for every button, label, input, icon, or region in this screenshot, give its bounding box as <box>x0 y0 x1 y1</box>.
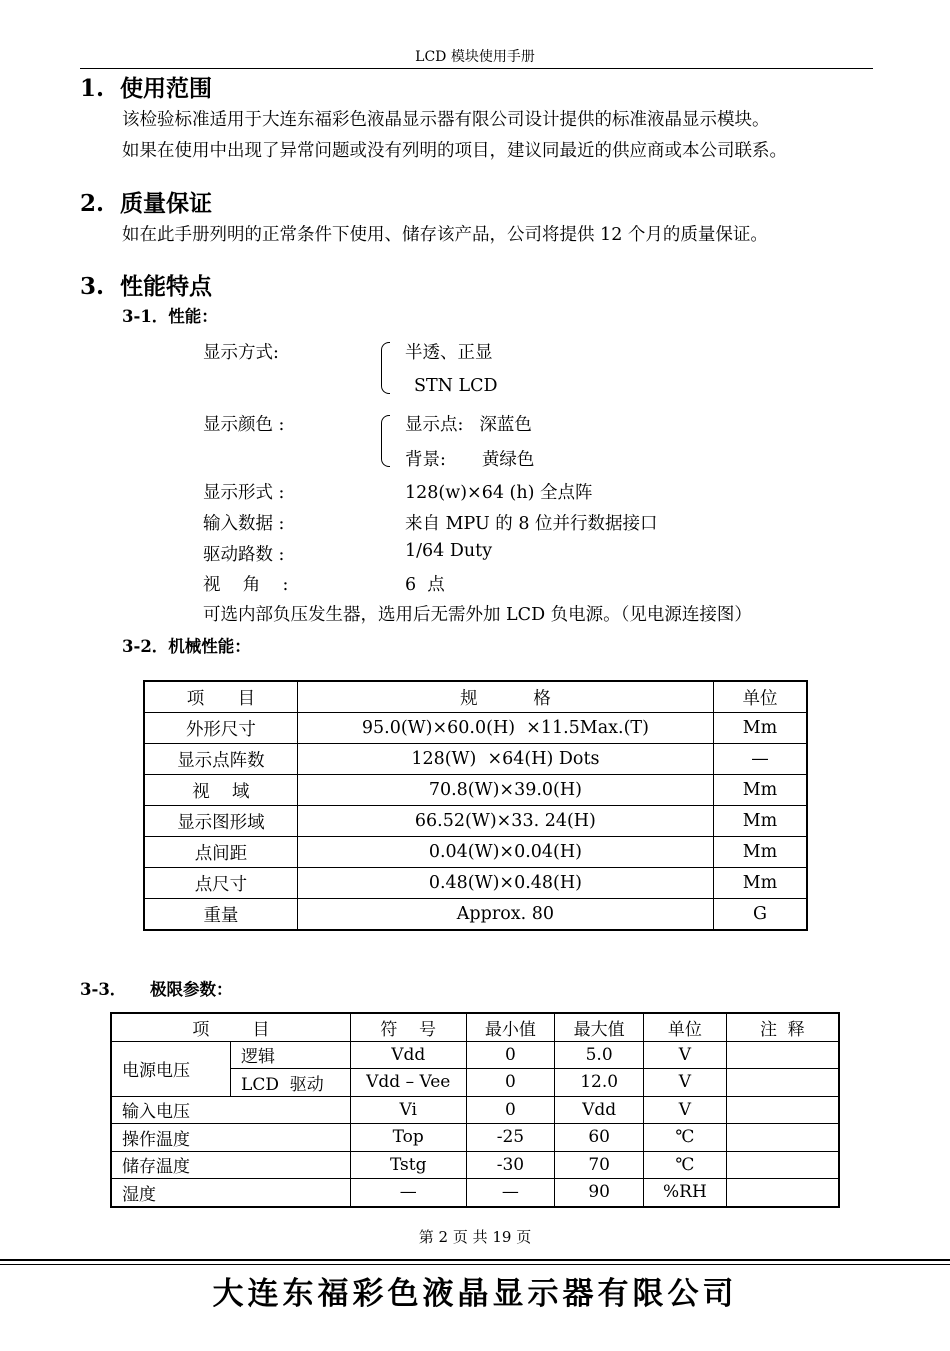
table-cell: 点尺寸 <box>144 868 297 899</box>
table-row <box>111 1151 839 1179</box>
mechanical-spec-table <box>143 680 808 931</box>
table-cell: 95.0(W)×60.0(H) ×11.5Max.(T) <box>297 713 713 744</box>
subsection-3-3-title: 极限参数： <box>150 980 233 999</box>
table-cell: 90 <box>555 1179 644 1207</box>
section-1-title: 使用范围 <box>120 75 212 102</box>
spec-value: 来自 MPU 的 8 位并行数据接口 <box>405 514 658 534</box>
display-color-dot <box>405 411 532 436</box>
table-cell: 视 域 <box>144 775 297 806</box>
display-color-background <box>405 446 534 471</box>
table-cell: Vdd <box>350 1041 466 1069</box>
table-row <box>111 1124 839 1152</box>
table-cell: V <box>644 1069 727 1097</box>
table-cell: Approx. 80 <box>297 899 713 931</box>
spec-label: 输入数据 : <box>203 514 285 534</box>
table-cell: 5.0 <box>555 1041 644 1069</box>
spec-label: 显示形式 : <box>203 483 285 503</box>
display-mode-label: 显示方式: <box>203 343 279 363</box>
table-header-cell: 项 目 <box>111 1013 350 1041</box>
section-1-number: 1. <box>80 75 105 102</box>
section-2-line-1: 如在此手册列明的正常条件下使用、储存该产品，公司将提供 12 个月的质量保证。 <box>122 225 768 245</box>
table-row <box>144 868 807 899</box>
table-header-row <box>111 1013 839 1041</box>
display-color-bracket <box>381 415 390 467</box>
table-header-cell: 规 格 <box>297 681 713 713</box>
spec-value: 6 点 <box>405 575 445 595</box>
table-header-cell: 单位 <box>713 681 807 713</box>
table-header-cell: 项 目 <box>144 681 297 713</box>
table-cell: V <box>644 1096 727 1124</box>
table-cell: 湿度 <box>111 1179 350 1207</box>
table-cell: 点间距 <box>144 837 297 868</box>
table-cell: 12.0 <box>555 1069 644 1097</box>
display-color-label: 显示颜色 : <box>203 415 285 435</box>
section-3-title: 性能特点 <box>120 273 212 300</box>
table-cell: — <box>466 1179 555 1207</box>
table-header-cell: 单位 <box>644 1013 727 1041</box>
table-row <box>144 837 807 868</box>
table-cell <box>726 1096 839 1124</box>
table-cell: — <box>350 1179 466 1207</box>
subsection-3-1-title: 3-1．性能： <box>122 307 218 326</box>
table-cell <box>726 1069 839 1097</box>
table-cell: ℃ <box>644 1124 727 1152</box>
table-cell: Mm <box>713 868 807 899</box>
section-1-line-2: 如果在使用中出现了异常问题或没有列明的项目，建议同最近的供应商或本公司联系。 <box>122 141 787 161</box>
table-cell: 显示图形域 <box>144 806 297 837</box>
table-cell: 70 <box>555 1151 644 1179</box>
display-mode-option-2: STN LCD <box>414 376 498 396</box>
table-cell: Mm <box>713 837 807 868</box>
spec-value: 128(w)×64 (h) 全点阵 <box>405 483 593 503</box>
table-cell <box>726 1151 839 1179</box>
table-cell <box>726 1179 839 1207</box>
spec-value: 1/64 Duty <box>405 541 493 561</box>
table-cell: — <box>713 744 807 775</box>
section-2-title: 质量保证 <box>120 190 212 217</box>
section-3-heading <box>80 268 212 301</box>
table-cell: 操作温度 <box>111 1124 350 1152</box>
section-2-heading <box>80 185 212 218</box>
table-header-row <box>144 681 807 713</box>
table-cell: 70.8(W)×39.0(H) <box>297 775 713 806</box>
table-cell <box>726 1124 839 1152</box>
table-row <box>144 713 807 744</box>
spec-label: 驱动路数 : <box>203 545 285 565</box>
table-cell: Mm <box>713 806 807 837</box>
table-row <box>111 1096 839 1124</box>
table-cell: %RH <box>644 1179 727 1207</box>
table-cell: Mm <box>713 775 807 806</box>
section-1-line-1: 该检验标准适用于大连东福彩色液晶显示器有限公司设计提供的标准液晶显示模块。 <box>122 110 770 130</box>
page-number: 第 2 页 共 19 页 <box>418 1228 532 1246</box>
table-cell: -25 <box>466 1124 555 1152</box>
table-cell: Top <box>350 1124 466 1152</box>
table-row <box>111 1179 839 1207</box>
header-divider <box>80 68 873 69</box>
table-cell: 0 <box>466 1041 555 1069</box>
table-cell: 0.48(W)×0.48(H) <box>297 868 713 899</box>
section-2-number: 2. <box>80 190 105 217</box>
table-cell: 0.04(W)×0.04(H) <box>297 837 713 868</box>
table-cell: 外形尺寸 <box>144 713 297 744</box>
page-header-title: LCD 模块使用手册 <box>415 49 535 65</box>
section-3-number: 3. <box>80 273 105 300</box>
footer-divider-thin <box>0 1264 950 1265</box>
table-cell: 重量 <box>144 899 297 931</box>
table-row <box>144 806 807 837</box>
display-color-dot-value: 深蓝色 <box>479 415 532 435</box>
table-cell: 66.52(W)×33. 24(H) <box>297 806 713 837</box>
table-cell: 0 <box>466 1096 555 1124</box>
table-cell: 逻辑 <box>231 1041 351 1069</box>
table-cell: -30 <box>466 1151 555 1179</box>
display-color-background-label: 背景: <box>405 450 446 470</box>
table-cell: 60 <box>555 1124 644 1152</box>
table-cell: ℃ <box>644 1151 727 1179</box>
table-cell: 输入电压 <box>111 1096 350 1124</box>
table-row <box>111 1041 839 1069</box>
table-cell: Vdd <box>555 1096 644 1124</box>
section-1-heading <box>80 70 212 103</box>
subsection-3-3-number: 3-3． <box>80 980 127 999</box>
power-note: 可选内部负压发生器，选用后无需外加 LCD 负电源。（见电源连接图） <box>203 605 752 625</box>
table-row <box>144 744 807 775</box>
table-row <box>144 899 807 931</box>
subsection-3-2-title: 3-2．机械性能： <box>122 637 251 656</box>
table-cell: 储存温度 <box>111 1151 350 1179</box>
table-header-cell: 符 号 <box>350 1013 466 1041</box>
display-color-dot-label: 显示点: <box>405 415 464 435</box>
display-mode-bracket <box>381 342 390 394</box>
table-cell: Vdd – Vee <box>350 1069 466 1097</box>
display-mode-option-1: 半透、正显 <box>405 343 493 363</box>
table-cell: V <box>644 1041 727 1069</box>
table-cell: LCD 驱动 <box>231 1069 351 1097</box>
table-cell: Vi <box>350 1096 466 1124</box>
table-row <box>144 775 807 806</box>
spec-label: 视 角 : <box>203 575 289 595</box>
table-cell <box>726 1041 839 1069</box>
company-name: 大连东福彩色液晶显示器有限公司 <box>212 1276 738 1312</box>
table-header-cell: 最大值 <box>555 1013 644 1041</box>
display-color-background-value: 黄绿色 <box>481 450 535 470</box>
footer-divider <box>0 1259 950 1261</box>
limit-parameters-table <box>110 1012 840 1208</box>
table-cell: 128(W) ×64(H) Dots <box>297 744 713 775</box>
power-voltage-group-cell: 电源电压 <box>111 1041 231 1096</box>
table-cell: 显示点阵数 <box>144 744 297 775</box>
table-cell: Tstg <box>350 1151 466 1179</box>
table-header-cell: 最小值 <box>466 1013 555 1041</box>
table-header-cell: 注 释 <box>726 1013 839 1041</box>
table-cell: G <box>713 899 807 931</box>
table-cell: 0 <box>466 1069 555 1097</box>
table-cell: Mm <box>713 713 807 744</box>
